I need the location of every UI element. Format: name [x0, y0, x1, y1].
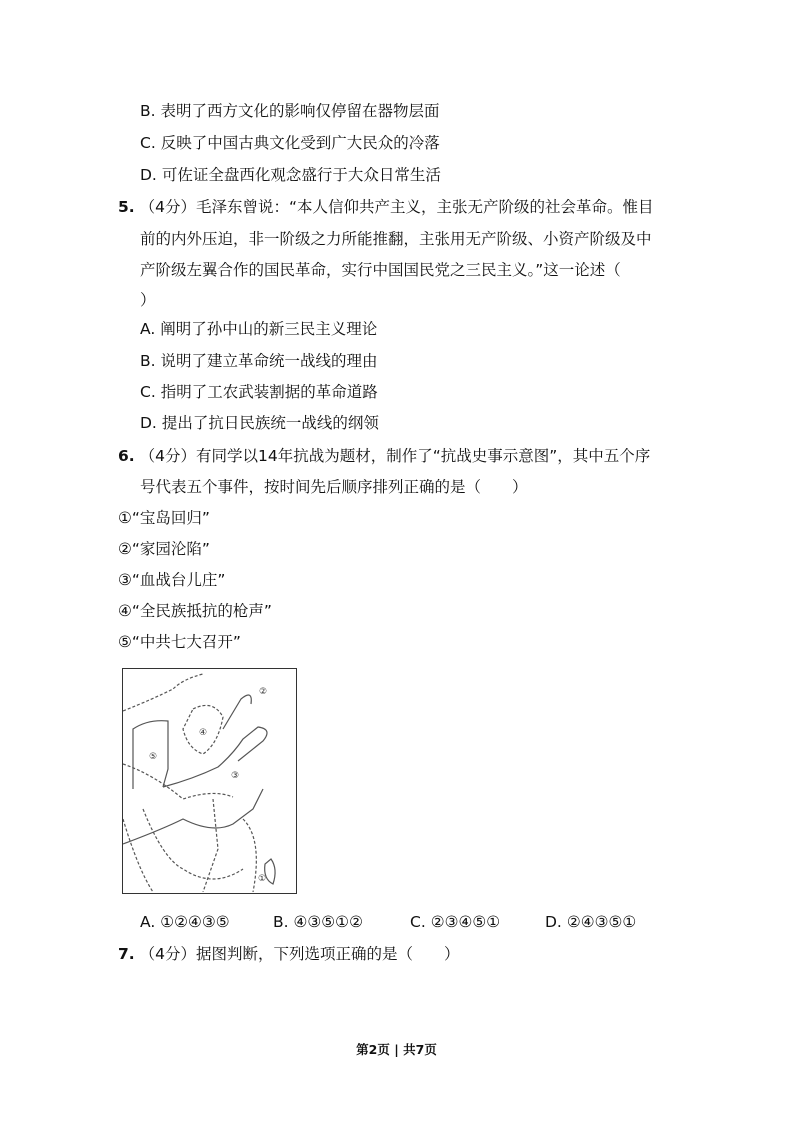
map-marker-5: ⑤: [149, 752, 158, 762]
map-marker-1: ①: [258, 874, 267, 884]
war-events-map: [122, 668, 297, 894]
q5-option-b: B. 说明了建立革命统一战线的理由: [140, 352, 378, 370]
q6-item: ②“家园沦陷”: [118, 540, 210, 558]
q5-stem-line: ）: [140, 291, 156, 309]
q4-option-d: D. 可佐证全盘西化观念盛行于大众日常生活: [140, 166, 441, 184]
q4-option-c: C. 反映了中国古典文化受到广大民众的冷落: [140, 134, 440, 152]
q6-item: ③“血战台儿庄”: [118, 571, 226, 589]
q4-option-b: B. 表明了西方文化的影响仅停留在器物层面: [140, 102, 440, 120]
q6-choice-c: C. ②③④⑤①: [410, 913, 501, 931]
q6-stem: 6. （4分）有同学以14年抗战为题材，制作了“抗战史事示意图”，其中五个序: [118, 447, 651, 465]
q6-item: ⑤“中共七大召开”: [118, 633, 241, 651]
q6-stem-line: 号代表五个事件，按时间先后顺序排列正确的是（ ）: [140, 478, 528, 496]
q6-choice-d: D. ②④③⑤①: [545, 913, 637, 931]
page-footer: 第2页 | 共7页: [356, 1042, 437, 1057]
q6-item: ①“宝岛回归”: [118, 509, 210, 527]
q5-stem: 5. （4分）毛泽东曾说：“本人信仰共产主义，主张无产阶级的社会革命。惟目: [118, 198, 654, 216]
q5-option-d: D. 提出了抗日民族统一战线的纲领: [140, 414, 379, 432]
map-marker-2: ②: [259, 687, 268, 697]
q5-option-a: A. 阐明了孙中山的新三民主义理论: [140, 320, 378, 338]
q6-choice-b: B. ④③⑤①②: [273, 913, 363, 931]
q7-stem: 7. （4分）据图判断，下列选项正确的是（ ）: [118, 945, 460, 963]
q5-option-c: C. 指明了工农武装割据的革命道路: [140, 383, 378, 401]
map-marker-4: ④: [199, 728, 208, 738]
q6-choice-a: A. ①②④③⑤: [140, 913, 230, 931]
map-outline: [123, 669, 295, 892]
q6-item: ④“全民族抵抗的枪声”: [118, 602, 272, 620]
map-marker-3: ③: [231, 771, 240, 781]
q5-stem-line: 产阶级左翼合作的国民革命，实行中国国民党之三民主义。”这一论述（: [140, 261, 621, 279]
q5-stem-line: 前的内外压迫，非一阶级之力所能推翻，主张用无产阶级、小资产阶级及中: [140, 230, 652, 248]
